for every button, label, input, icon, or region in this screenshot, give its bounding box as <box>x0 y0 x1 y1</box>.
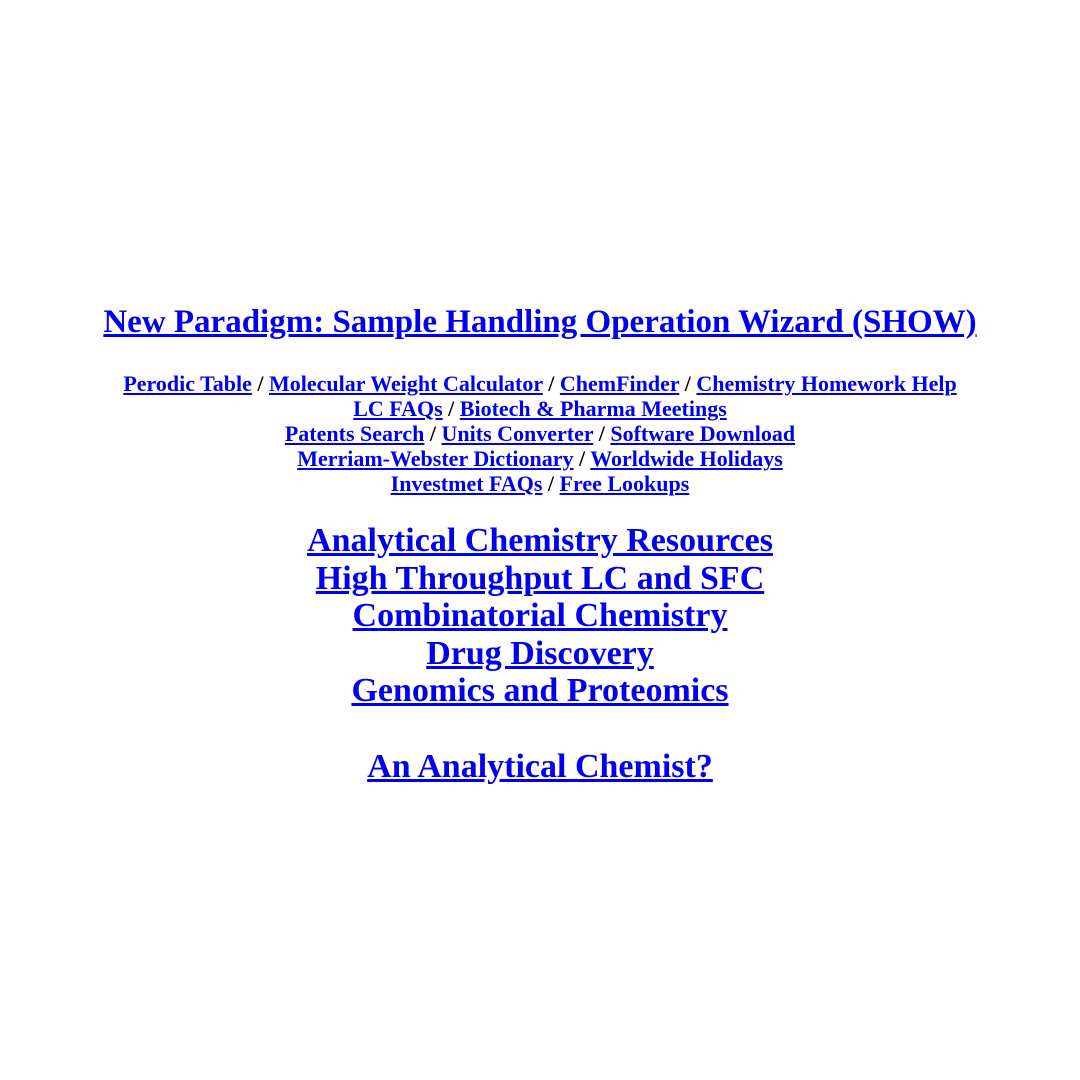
link-separator: / <box>679 371 697 396</box>
link-patents-search[interactable]: Patents Search <box>284 421 425 446</box>
link-periodic-table[interactable]: Perodic Table <box>123 371 252 396</box>
link-analytical-chemistry-resources[interactable]: Analytical Chemistry Resources <box>307 522 773 559</box>
link-biotech-pharma-meetings[interactable]: Biotech & Pharma Meetings <box>459 396 727 421</box>
headline-container <box>0 299 1080 345</box>
page-content <box>0 299 1080 785</box>
link-separator: / <box>542 471 560 496</box>
link-chemistry-homework-help[interactable]: Chemistry Homework Help <box>696 371 957 396</box>
link-drug-discovery[interactable]: Drug Discovery <box>426 634 654 672</box>
link-high-throughput-lc-sfc[interactable]: High Throughput LC and SFC <box>315 559 765 597</box>
link-chemfinder[interactable]: ChemFinder <box>559 371 680 396</box>
link-free-lookups[interactable]: Free Lookups <box>559 471 690 496</box>
quick-links-row-1 <box>0 371 1080 396</box>
link-units-converter[interactable]: Units Converter <box>441 421 594 446</box>
link-molecular-weight-calculator[interactable]: Molecular Weight Calculator <box>269 371 543 396</box>
quick-links-row-2 <box>0 396 1080 421</box>
link-worldwide-holidays[interactable]: Worldwide Holidays <box>590 446 783 471</box>
topic-links <box>0 522 1080 710</box>
headline-link-show-wizard[interactable]: New Paradigm: Sample Handling Operation Wizard (SHOW) <box>103 304 977 340</box>
link-software-download[interactable]: Software Download <box>610 421 796 446</box>
link-separator: / <box>542 371 560 396</box>
link-genomics-proteomics[interactable]: Genomics and Proteomics <box>351 672 729 709</box>
link-investment-faqs[interactable]: Investmet FAQs <box>390 471 543 496</box>
link-merriam-webster-dictionary[interactable]: Merriam-Webster Dictionary <box>297 446 574 471</box>
link-analytical-chemist[interactable]: An Analytical Chemist? <box>367 747 713 785</box>
link-separator: / <box>442 396 460 421</box>
quick-links-row-3 <box>0 421 1080 446</box>
quick-links-row-4 <box>0 446 1080 471</box>
link-separator: / <box>573 446 591 471</box>
link-separator: / <box>424 421 442 446</box>
quick-links <box>0 371 1080 496</box>
link-combinatorial-chemistry[interactable]: Combinatorial Chemistry <box>352 597 728 634</box>
link-separator: / <box>593 421 611 446</box>
link-separator: / <box>251 371 269 396</box>
link-lc-faqs[interactable]: LC FAQs <box>353 396 443 421</box>
question-container <box>0 748 1080 786</box>
quick-links-row-5 <box>0 471 1080 496</box>
